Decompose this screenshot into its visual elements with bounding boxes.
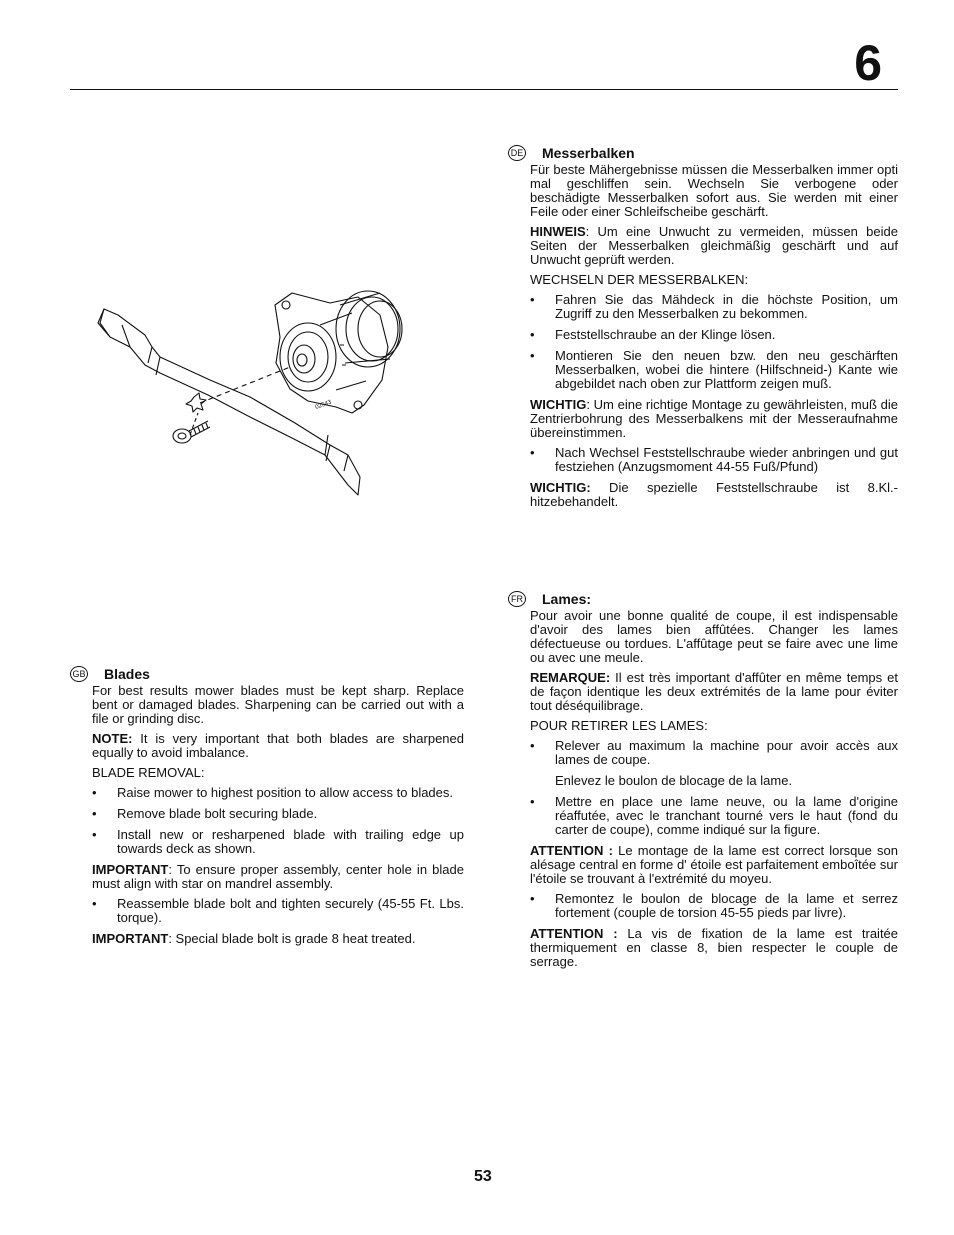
important-label: WICHTIG: [530, 480, 591, 495]
header-divider [70, 89, 898, 90]
important-paragraph [530, 398, 898, 440]
important-text: : To ensure proper assembly, center hole in blade must align with star on mandrel assembly. [92, 862, 464, 891]
important-paragraph [92, 863, 464, 891]
list-item: • Feststellschraube an der Klinge lösen. [530, 328, 898, 342]
reassembly-steps [530, 892, 898, 920]
note-paragraph [530, 225, 898, 267]
section-header [70, 666, 464, 682]
intro-paragraph: Pour avoir une bonne qualité de coupe, il est indispensable d'avoir des lames bien affûtées. Changer les lames défectueuse ou tordues. L'affûtage peut se faire avec une lime ou avec une meule. [530, 608, 898, 665]
important-text: : Special blade bolt is grade 8 heat treated. [168, 931, 416, 946]
removal-steps [92, 786, 464, 856]
note-text: It is very important that both blades are sharpened equally to avoid imbalance. [92, 731, 464, 760]
section-body [530, 609, 898, 969]
important-paragraph [530, 481, 898, 509]
removal-steps [530, 293, 898, 391]
important-text: : Um eine richtige Montage zu gewährleisten, muß die Zentrierbohrung des Messerbalkens mit der Messeraufnahme übereinstimmen. [530, 397, 898, 440]
section-title: Messerbalken [542, 145, 635, 161]
important-label: WICHTIG [530, 397, 587, 412]
important-paragraph [530, 927, 898, 969]
part-code-label: 02543 [314, 399, 333, 411]
list-item: • Raise mower to highest position to allow access to blades. [92, 786, 464, 800]
note-text: : Um eine Unwucht zu vermeiden, müssen beide Seiten der Messerbalken gleichmäßig geschärft und auf Unwucht geprüft werden. [530, 224, 898, 267]
important-text: Die spezielle Feststellschraube ist 8.Kl.- hitzebehandelt. [530, 480, 898, 509]
section-body [530, 163, 898, 509]
reassembly-steps [92, 897, 464, 925]
section-gb [70, 666, 464, 952]
list-item: • Nach Wechsel Feststellschraube wieder anbringen und gut festziehen (Anzugsmoment 44-55 Fuß/Pfund) [530, 446, 898, 474]
important-label: IMPORTANT [92, 862, 169, 877]
reassembly-steps [530, 446, 898, 474]
important-label: ATTENTION : [530, 843, 613, 858]
list-item: • Fahren Sie das Mähdeck in die höchste Position, um Zugriff zu den Messerbalken zu bekommen. [530, 293, 898, 321]
removal-heading: WECHSELN DER MESSERBALKEN: [530, 272, 749, 287]
page-number: 53 [474, 1168, 492, 1185]
note-label: HINWEIS [530, 224, 586, 239]
list-item: • Remontez le boulon de blocage de la lame et serrez fortement (couple de torsion 45-55 pieds par livre). [530, 892, 898, 920]
list-item: • Mettre en place une lame neuve, ou la lame d'origine réaffutée, avec le tranchant tourné vers le haut (fond du carter de coupe), comme indiqué sur la figure. [530, 795, 898, 837]
note-paragraph [530, 671, 898, 713]
removal-heading: POUR RETIRER LES LAMES: [530, 718, 708, 733]
important-label: ATTENTION : [530, 926, 618, 941]
removal-steps [530, 739, 898, 837]
section-header [508, 591, 898, 607]
intro-paragraph: For best results mower blades must be kept sharp. Replace bent or damaged blades. Sharpening can be carried out with a file or grinding disc. [92, 683, 464, 726]
list-item: Enlevez le boulon de blocage de la lame. [555, 773, 793, 788]
list-item: • Install new or resharpened blade with trailing edge up towards deck as shown. [92, 828, 464, 856]
important-text: La vis de fixation de la lame est traitée thermiquement en classe 8, bien respecter le couple de serrage. [530, 926, 899, 969]
list-item: • Relever au maximum la machine pour avoir accès aux lames de coupe. [530, 739, 898, 767]
language-badge-fr: FR [508, 591, 526, 607]
important-paragraph [92, 932, 464, 946]
important-paragraph [530, 844, 898, 886]
blade-assembly-illustration [90, 285, 420, 505]
important-text: Le montage de la lame est correct lorsque son alésage central en forme d' étoile est parfaitement emboîtée sur l'étoile se trouvant à l'extrémité du moyeu. [530, 843, 899, 886]
list-item: • Remove blade bolt securing blade. [92, 807, 464, 821]
section-fr [508, 591, 898, 975]
chapter-number: 6 [854, 35, 882, 91]
list-item: • Reassemble blade bolt and tighten securely (45-55 Ft. Lbs. torque). [92, 897, 464, 925]
blade-assembly-drawing [90, 285, 420, 505]
section-body [92, 684, 464, 946]
intro-paragraph: Für beste Mähergebnisse müssen die Messerbalken immer opti mal geschliffen sein. Wechseln Sie verbogene oder beschädigte Messerbalken sofort aus. Sie werden mit einer Feile oder einer Schleifscheibe geschärft. [530, 162, 898, 219]
language-badge-gb: GB [70, 666, 88, 682]
note-label: REMARQUE: [530, 670, 611, 685]
section-de [508, 145, 898, 515]
language-badge-de: DE [508, 145, 526, 161]
section-title: Lames: [542, 591, 592, 607]
note-label: NOTE: [92, 731, 133, 746]
section-header [508, 145, 898, 161]
important-label: IMPORTANT [92, 931, 169, 946]
note-text: Il est très important d'affûter en même temps et de façon identique les deux extrémités de la lame pour éviter tout déséquilibrage. [530, 670, 898, 713]
removal-heading: BLADE REMOVAL: [92, 765, 205, 780]
list-item: • Montieren Sie den neuen bzw. den neu geschärften Messerbalken, wobei die hintere (Hilfschneid-) Kante wie abgebildet nach oben zur Plattform zeigen muß. [530, 349, 898, 391]
note-paragraph [92, 732, 464, 760]
section-title: Blades [104, 666, 150, 682]
